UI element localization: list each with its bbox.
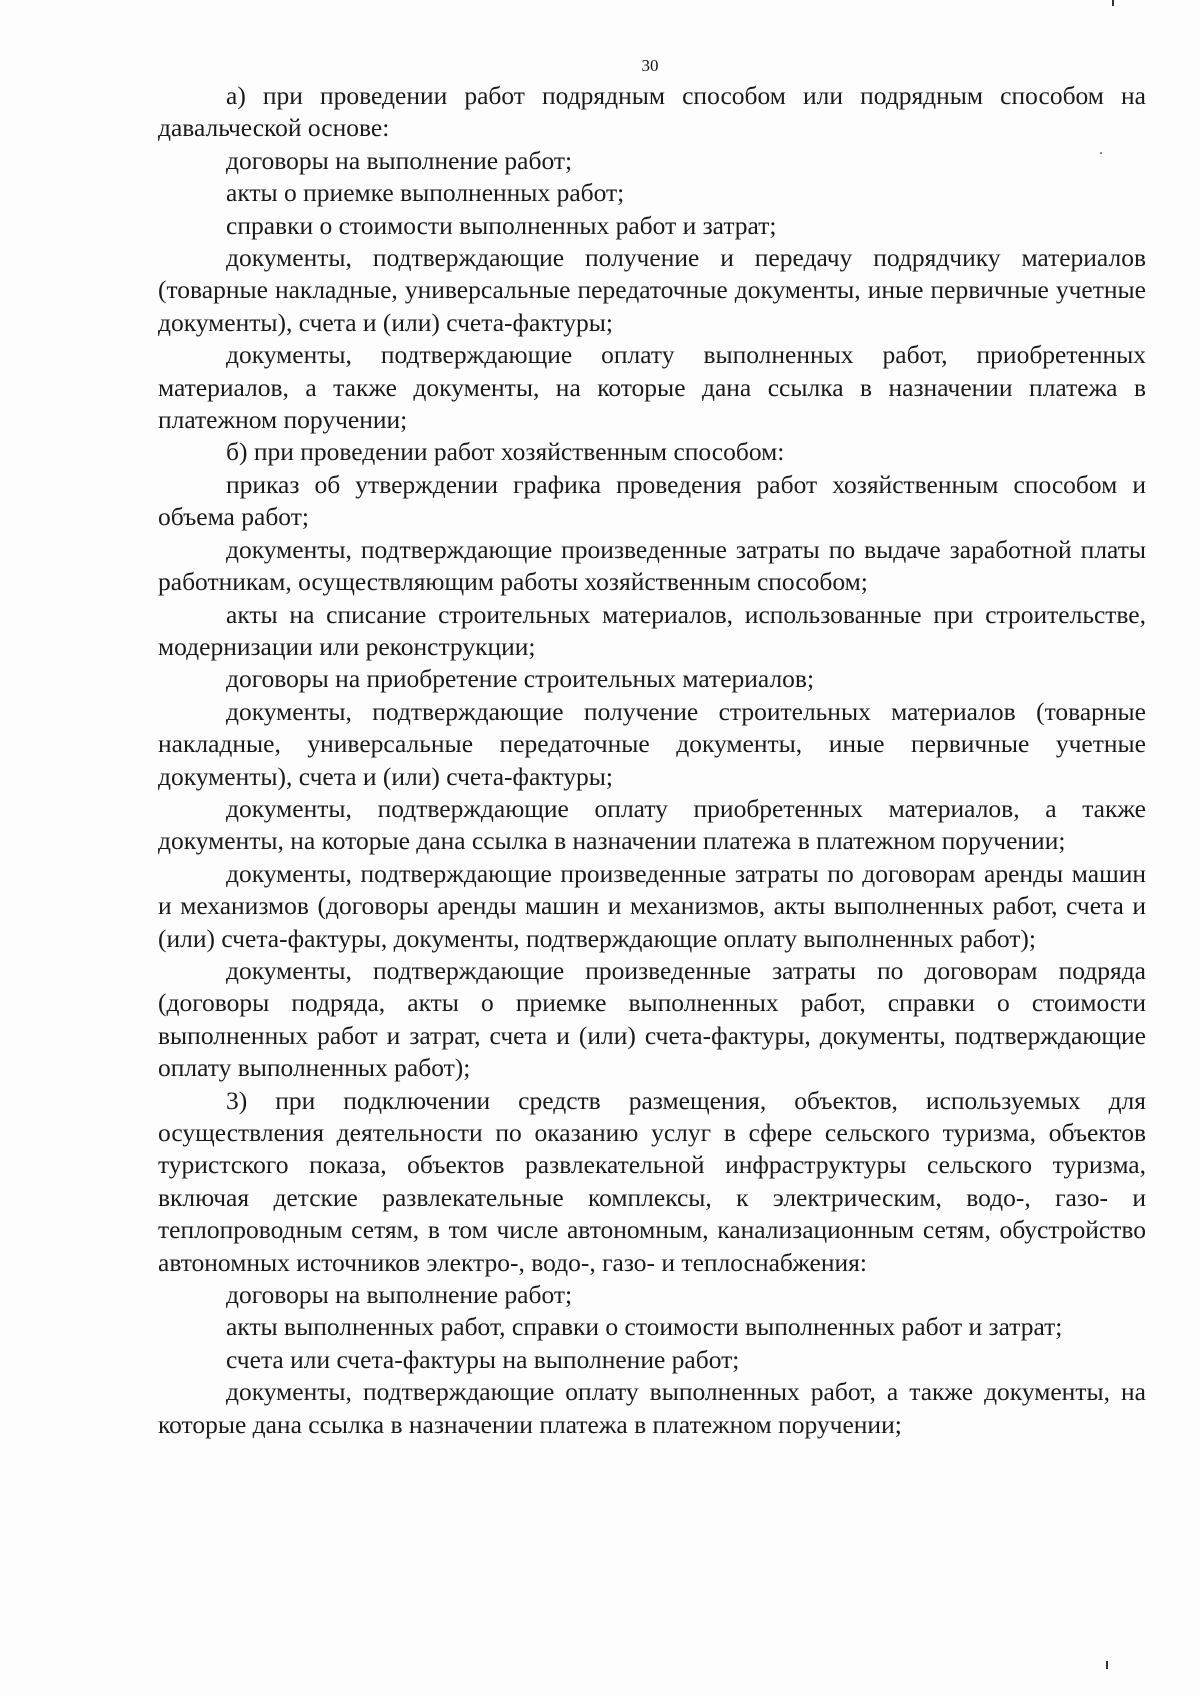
paragraph: акты на списание строительных материалов, использованные при строительстве, модернизации или реконструкции;: [158, 599, 1146, 661]
paragraph: а) при проведении работ подрядным способом или подрядным способом на давальческой основе:: [158, 81, 1146, 143]
paragraph: документы, подтверждающие получение и передачу подрядчику материалов (товарные накладные, универсальные передаточные документы, иные первичные учетные документы), счета и (или) счета-фактуры;: [158, 243, 1146, 337]
paragraph: документы, подтверждающие оплату выполненных работ, приобретенных материалов, а также документы, на которые дана ссылка в назначении платежа в платежном поручении;: [158, 340, 1146, 435]
paragraph: счета или счета-фактуры на выполнение работ;: [226, 1344, 740, 1374]
paragraph: б) при проведении работ хозяйственным способом:: [226, 437, 785, 467]
paragraph: документы, подтверждающие произведенные затраты по договорам аренды машин и механизмов (договоры аренды машин и механизмов, акты выполненных работ, счета и (или) счета-фактуры, документы, подтверждающие оплату выполненных работ);: [158, 858, 1146, 953]
paragraph: акты выполненных работ, справки о стоимости выполненных работ и затрат;: [226, 1312, 1063, 1342]
paragraph: документы, подтверждающие произведенные затраты по выдаче заработной платы работникам, осуществляющим работы хозяйственным способом;: [158, 534, 1146, 597]
paragraph: приказ об утверждении графика проведения работ хозяйственным способом и объема работ;: [158, 469, 1146, 532]
paragraph: договоры на выполнение работ;: [226, 145, 573, 175]
paragraph: документы, подтверждающие оплату выполненных работ, а также документы, на которые дана ссылка в назначении платежа в платежном поручении;: [158, 1377, 1146, 1439]
scan-artifact: [1106, 1661, 1108, 1669]
paragraph: акты о приемке выполненных работ;: [226, 178, 625, 208]
paragraph: документы, подтверждающие произведенные затраты по договорам подряда (договоры подряда, акты о приемке выполненных работ, справки о стоимости выполненных работ и затрат, счета и (или) счета-фактуры, документы, подтверждающие оплату выполненных работ);: [158, 955, 1146, 1083]
paragraph: документы, подтверждающие получение строительных материалов (товарные накладные, универсальные передаточные документы, иные первичные учетные документы), счета и (или) счета-фактуры;: [158, 696, 1146, 791]
paragraph: договоры на выполнение работ;: [226, 1280, 573, 1310]
paragraph: 3) при подключении средств размещения, объектов, используемых для осуществления деятельности по оказанию услуг в сфере сельского туризма, объектов туристского показа, объектов развлекательной инфраструктуры сельского туризма, включая детские развлекательные комплексы, к электрическим, водо-, газо- и теплопроводным сетям, в том числе автономным, канализационным сетям, обустройство автономных источников электро-, водо-, газо- и теплоснабжения:: [158, 1085, 1146, 1277]
paragraph: справки о стоимости выполненных работ и затрат;: [226, 210, 777, 240]
page-number: 30: [641, 56, 659, 75]
paragraph: договоры на приобретение строительных материалов;: [226, 664, 815, 694]
paragraph: документы, подтверждающие оплату приобретенных материалов, а также документы, на которые дана ссылка в назначении платежа в платежном поручении;: [158, 793, 1146, 856]
document-body: [158, 80, 1146, 1441]
scan-artifact: [1112, 0, 1114, 6]
